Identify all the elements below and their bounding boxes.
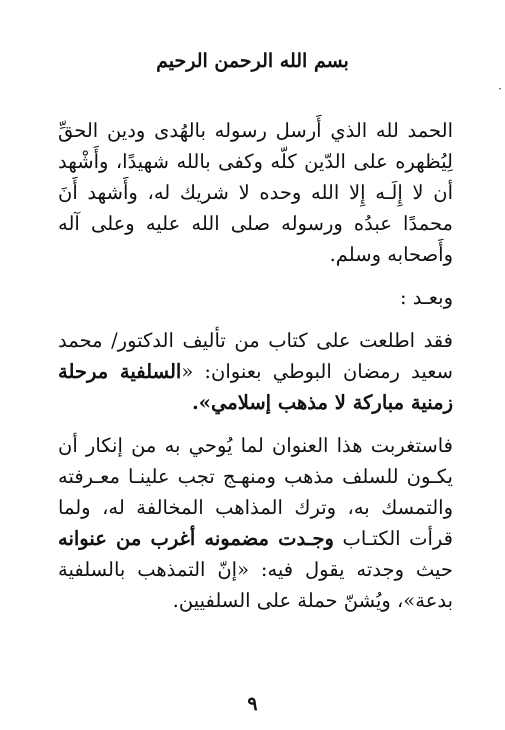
book-title-close: ». — [192, 391, 211, 414]
margin-mark: · — [498, 82, 502, 96]
book-title: السلفية مرحلة زمنية مباركة لا مذهب إسلامي — [58, 360, 453, 414]
paragraph-critique — [58, 430, 453, 616]
basmala-heading: بسم الله الرحمن الرحيم — [156, 50, 349, 72]
critique-text-end: حيث وجدته يقول فيه: «إنّ التمذهب بالسلفية بدعة»، ويُشنّ حملة على السلفيين. — [58, 558, 453, 612]
paragraph-transition: وبعـد : — [400, 286, 453, 309]
critique-text: فاستغربت هذا العنوان لما يُوحي به من إنكار أن يكـون للسلف مذهب ومنهـج تجب علينـا معـرفته والتمسك به، وترك المذاهب المخالفة له، ولما قرأت الكتـاب — [58, 434, 453, 550]
body-text — [58, 115, 453, 616]
paragraph-praise: الحمد لله الذي أَرسل رسوله بالهُدى ودين الحقِّ لِيُظهره على الدّين كلّه وكفى بالله شهيدًا، وأَشْهد أن لا إِلَـه إِلا الله وحده لا شريك له، وأَشهد أَنَ محمدًا عبدُه ورسوله صلى الله عليه وعلى آله وأَصحابه وسلم. — [58, 119, 453, 266]
paragraph-book-intro — [58, 325, 453, 418]
book-intro-text: فقد اطلعت على كتاب من تأليف الدكتور/ محمد سعيد رمضان البوطي بعنوان: « — [58, 329, 453, 383]
critique-emphasis: وجـدت مضمونه أغرب من عنوانه — [58, 527, 334, 550]
page-number: ٩ — [247, 693, 258, 715]
